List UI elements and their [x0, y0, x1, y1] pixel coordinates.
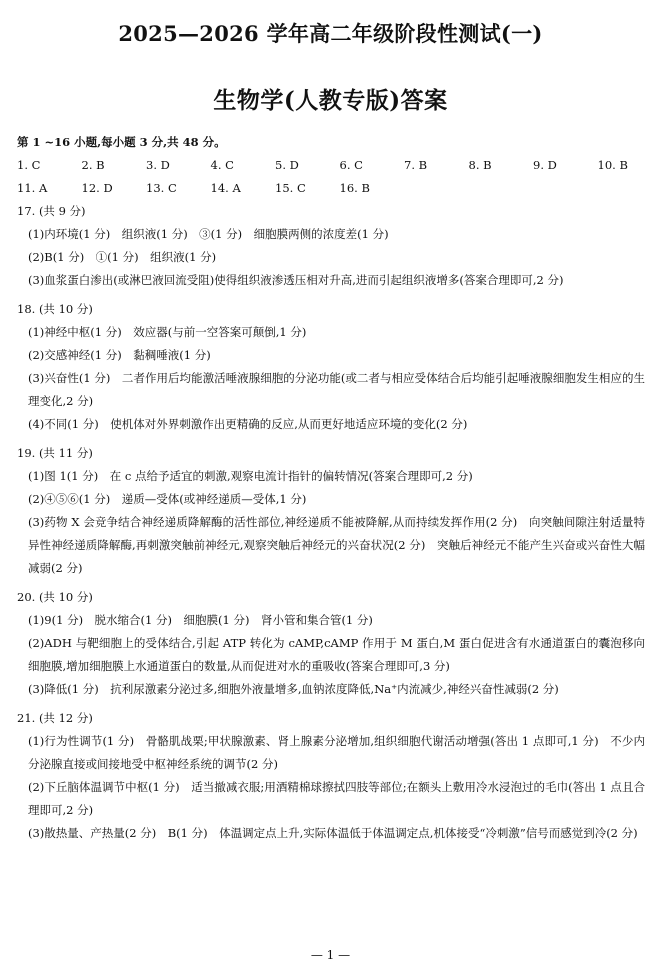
mc-answer: 2. B	[81, 158, 105, 172]
question-18-part-4: (4)不同(1 分) 使机体对外界刺激作出更精确的反应,从而更好地适应环境的变化(2 分)	[28, 417, 468, 431]
question-17-part-1: (1)内环境(1 分) 组织液(1 分) ③(1 分) 细胞膜两侧的浓度差(1 分)	[28, 227, 389, 241]
question-21-part-3: (3)散热量、产热量(2 分) B(1 分) 体温调定点上升,实际体温低于体温调定点,机体接受“冷刺激”信号而感觉到冷(2 分)	[28, 826, 638, 840]
question-18-part-1: (1)神经中枢(1 分) 效应器(与前一空答案可颠倒,1 分)	[28, 325, 307, 339]
mc-answers-row-2	[17, 177, 645, 200]
mc-answers-row-1	[17, 154, 645, 177]
mc-answer: 4. C	[210, 158, 234, 172]
mc-answer: 8. B	[468, 158, 492, 172]
question-21-part-2: (2)下丘脑体温调节中枢(1 分) 适当撤减衣服;用酒精棉球擦拭四肢等部位;在额头上敷用冷水浸泡过的毛巾(答出 1 点且合理即可,2 分)	[28, 780, 645, 817]
mc-answer: 7. B	[404, 158, 428, 172]
mc-answer: 12. D	[81, 181, 113, 195]
mc-answer: 11. A	[17, 181, 48, 195]
question-21-part-1: (1)行为性调节(1 分) 骨骼肌战栗;甲状腺激素、肾上腺素分泌增加,组织细胞代谢活动增强(答出 1 点即可,1 分) 不少内分泌腺直接或间接地受中枢神经系统的调节(2 分)	[28, 734, 645, 771]
question-20-part-2: (2)ADH 与靶细胞上的受体结合,引起 ATP 转化为 cAMP,cAMP 作用于 M 蛋白,M 蛋白促进含有水通道蛋白的囊泡移向细胞膜,增加细胞膜上水通道蛋白的数量,从而促进对水的重吸收(答案合理即可,3 分)	[28, 636, 645, 673]
page-number: — 1 —	[310, 948, 351, 962]
mc-answer: 9. D	[533, 158, 557, 172]
question-21-heading: 21. (共 12 分)	[17, 711, 93, 725]
answer-content	[17, 131, 645, 845]
mc-answer: 1. C	[17, 158, 41, 172]
question-17-heading: 17. (共 9 分)	[17, 204, 86, 218]
question-17-part-2: (2)B(1 分) ①(1 分) 组织液(1 分)	[28, 250, 217, 264]
question-19-heading: 19. (共 11 分)	[17, 446, 93, 460]
mc-answer: 16. B	[339, 181, 370, 195]
mc-answer: 10. B	[597, 158, 628, 172]
mc-answer: 15. C	[275, 181, 306, 195]
mc-section-intro: 第 1 ~16 小题,每小题 3 分,共 48 分。	[17, 135, 226, 149]
mc-answer: 5. D	[275, 158, 299, 172]
question-18-part-2: (2)交感神经(1 分) 黏稠唾液(1 分)	[28, 348, 211, 362]
question-17-part-3: (3)血浆蛋白渗出(或淋巴液回流受阻)使得组织液渗透压相对升高,进而引起组织液增多(答案合理即可,2 分)	[28, 273, 564, 287]
question-20-part-1: (1)9(1 分) 脱水缩合(1 分) 细胞膜(1 分) 肾小管和集合管(1 分)	[28, 613, 373, 627]
question-20-part-3: (3)降低(1 分) 抗利尿激素分泌过多,细胞外液量增多,血钠浓度降低,Na⁺内流减少,神经兴奋性减弱(2 分)	[28, 682, 559, 696]
question-20-heading: 20. (共 10 分)	[17, 590, 93, 604]
question-19-part-3: (3)药物 X 会竞争结合神经递质降解酶的活性部位,神经递质不能被降解,从而持续发挥作用(2 分) 向突触间隙注射适量特异性神经递质降解酶,再刺激突触前神经元,观察突触后神经元的兴奋状况(2 分) 突触后神经元不能产生兴奋或兴奋性大幅减弱(2 分)	[28, 515, 645, 575]
mc-answer: 6. C	[339, 158, 363, 172]
question-19-part-2: (2)④⑤⑥(1 分) 递质—受体(或神经递质—受体,1 分)	[28, 492, 307, 506]
mc-answer: 3. D	[146, 158, 170, 172]
mc-answer: 14. A	[210, 181, 241, 195]
question-18-part-3: (3)兴奋性(1 分) 二者作用后均能激活唾液腺细胞的分泌功能(或二者与相应受体结合后均能引起唾液腺细胞发生相应的生理变化,2 分)	[28, 371, 645, 408]
page-subtitle: 生物学(人教专版)答案	[213, 87, 448, 114]
question-19-part-1: (1)图 1(1 分) 在 c 点给予适宜的刺激,观察电流计指针的偏转情况(答案合理即可,2 分)	[28, 469, 473, 483]
question-18-heading: 18. (共 10 分)	[17, 302, 93, 316]
page-title: 2025—2026 学年高二年级阶段性测试(一)	[118, 21, 543, 46]
mc-answer: 13. C	[146, 181, 177, 195]
